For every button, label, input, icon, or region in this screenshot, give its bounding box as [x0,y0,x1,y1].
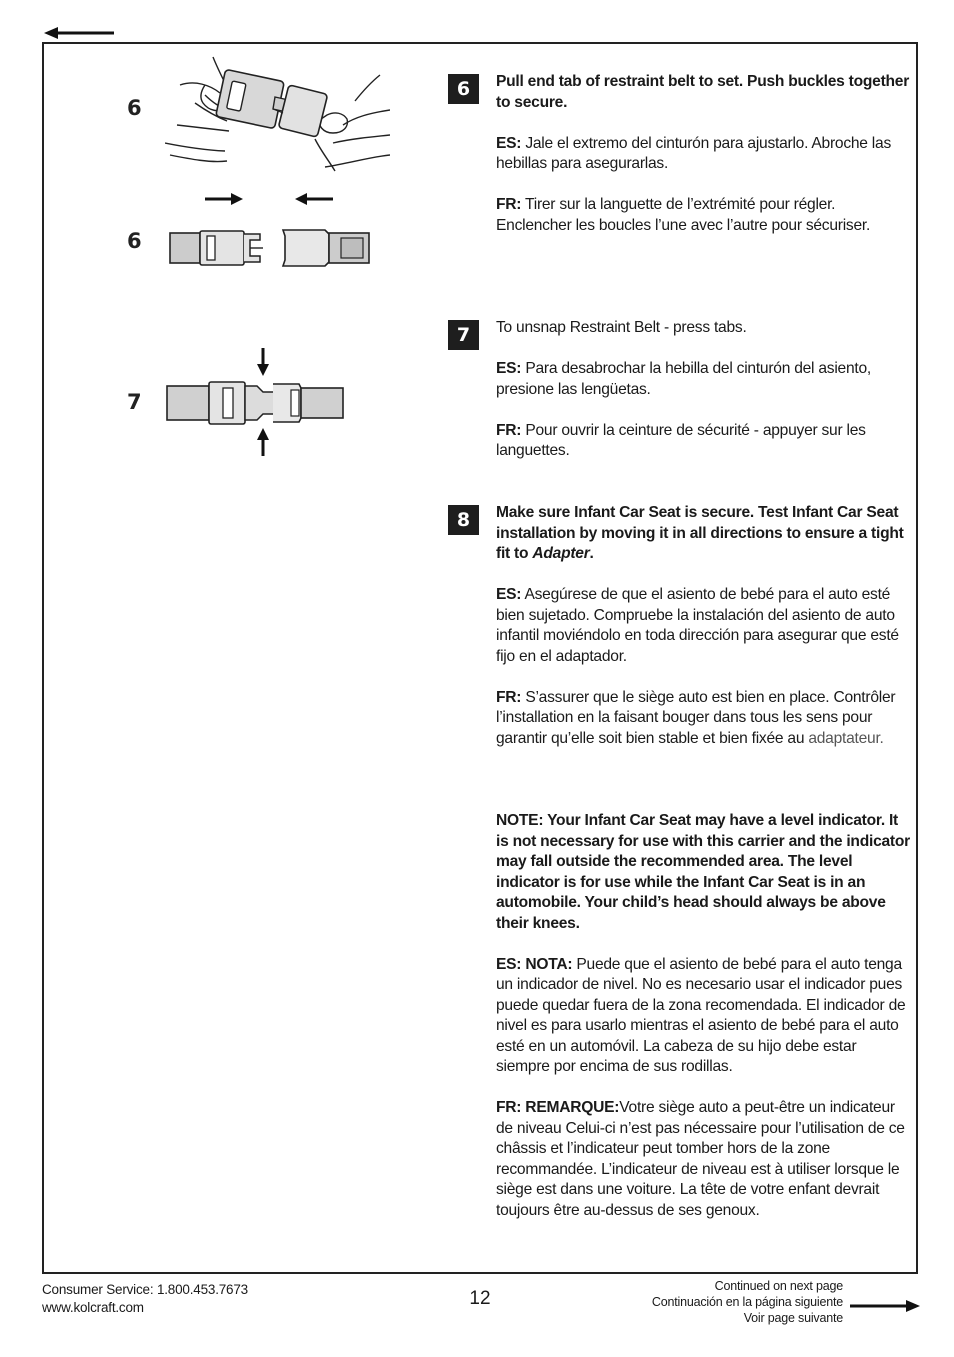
fr-label: FR: [496,688,522,706]
step-7-spanish [496,359,910,400]
consumer-service-info [42,1281,248,1317]
back-arrow-icon [44,24,116,42]
continued-notice [652,1278,843,1326]
step-8-english-text: Make sure Infant Car Seat is secure. Test Infant Car Seat installation by moving it in all directions to ensure a tight fit to [496,504,904,562]
es-label: ES: [496,134,522,152]
push-left-arrow-icon [295,193,333,205]
note-spanish [496,955,910,1078]
consumer-service-phone: Consumer Service: 1.800.453.7673 [42,1282,248,1297]
step-7-spanish-text: Para desabrochar la hebilla del cinturón del asiento, presione las lengüetas. [496,360,871,398]
note-french [496,1098,910,1221]
next-page-arrow-icon [848,1297,920,1315]
step-6-french-text: Tirer sur la languette de l’extrémité pour régler. Enclencher les boucles l’une avec l’autre pour sécuriser. [496,196,871,234]
fr-remarque-label: FR: REMARQUE: [496,1099,620,1116]
step-6-spanish-text: Jale el extremo del cinturón para ajustarlo. Abroche las hebillas para asegurarlas. [496,134,891,172]
buckle-insertion-illustration [165,188,375,278]
continued-english: Continued on next page [714,1279,843,1293]
note-label: NOTE: [496,812,544,829]
press-down-arrow-icon [257,348,269,376]
continued-french: Voir page suivante [743,1311,843,1325]
page-number: 12 [469,1288,491,1309]
step-number-badge: 6 [448,74,479,104]
step-number-badge: 8 [448,505,479,535]
step-number-badge: 7 [448,320,479,350]
fr-label: FR: [496,421,522,439]
step-8-french [496,688,910,750]
step-8-english-end: . [589,545,594,562]
note-english-text: Your Infant Car Seat may have a level indicator. It is not necessary for use with this carrier and the indicator may fall outside the recommended area. The level indicator is for use while the Infant Car Seat is in an automobile. Your child’s head should always be above their knees. [496,812,910,932]
step-8-french-adapter: adaptateur. [808,729,884,747]
figure-label-6a: 6 [127,96,142,120]
figure-label-6b: 6 [127,229,142,253]
continued-spanish: Continuación en la página siguiente [651,1295,843,1309]
hands-buckling-illustration [165,55,390,180]
es-nota-label: ES: NOTA: [496,955,573,973]
note-spanish-text: Puede que el asiento de bebé para el auto tenga un indicador de nivel. No es necesario usar el indicador pues puede quedar fuera de la zona recomendada. El indicador de nivel es para usarlo mientras el asiento de bebé para el auto esté en un automóvil. La cabeza de su hijo debe estar siempre por encima de sus rodillas. [496,955,906,1075]
step-6-french [496,195,910,236]
step-8-french-text: S’assurer que le siège auto est bien en place. Contrôler l’installation en la faisant bouger dans tous les sens pour garantir qu’elle soit bien stable et bien fixée au [496,688,896,747]
step-6-english: Pull end tab of restraint belt to set. Push buckles together to secure. [496,73,910,111]
press-tabs-illustration [165,346,345,458]
step-8-spanish [496,585,910,667]
fr-label: FR: [496,196,522,213]
note-english [496,811,910,934]
note-french-text: Votre siège auto a peut-être un indicateur de niveau Celui-ci n’est pas nécessaire pour l’utilisation de ce châssis et l’indicateur peut tomber hors de la zone recommandée. L’indicateur de niveau est à utiliser lorsque le siège est dans une voiture. La tête de votre enfant devrait toujours être au-dessus de ses genoux. [496,1099,905,1219]
press-up-arrow-icon [257,428,269,456]
step-7-french-text: Pour ouvrir la ceinture de sécurité - appuyer sur les languettes. [496,421,866,459]
figure-label-7: 7 [127,390,142,414]
push-right-arrow-icon [205,193,243,205]
step-8-spanish-text: Asegúrese de que el asiento de bebé para el auto esté bien sujetado. Compruebe la instalación del asiento de auto infantil moviéndolo en toda dirección para asegurar que esté fijo en el adaptador. [496,586,899,665]
step-7-english: To unsnap Restraint Belt - press tabs. [496,319,747,336]
es-label: ES: [496,360,522,377]
adapter-emphasis: Adapter [532,545,590,562]
step-6-spanish [496,134,910,175]
es-label: ES: [496,586,522,603]
step-7-french [496,421,910,462]
website-link[interactable]: www.kolcraft.com [42,1300,144,1315]
step-8-english [496,503,910,565]
